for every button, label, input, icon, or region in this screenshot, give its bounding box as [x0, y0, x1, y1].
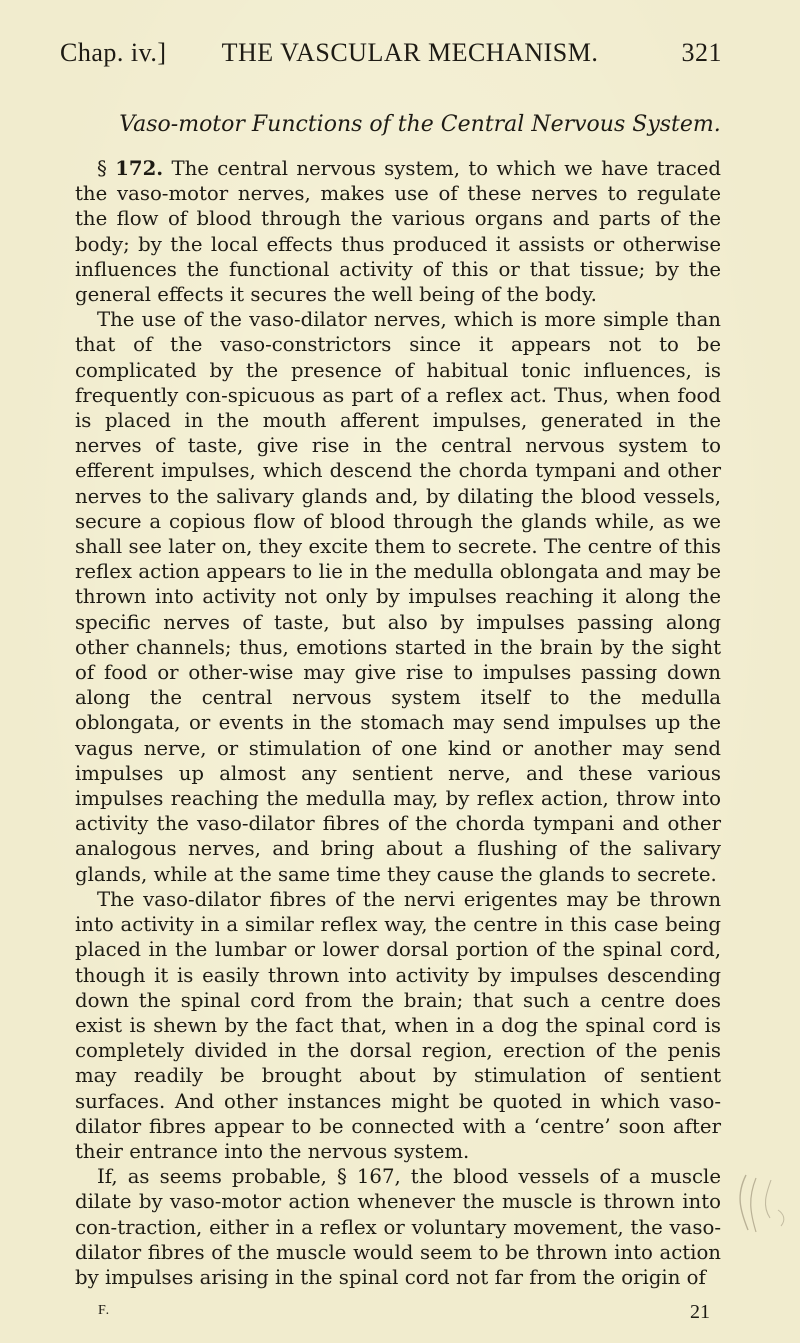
section-mark: §	[97, 157, 107, 180]
page-footer	[98, 1301, 710, 1331]
signature-mark: F.	[98, 1303, 111, 1318]
page-number: 321	[681, 38, 722, 67]
sheet-number: 21	[690, 1301, 710, 1323]
running-title: THE VASCULAR MECHANISM.	[221, 38, 599, 67]
section-number: 172.	[115, 157, 164, 180]
paragraph: If, as seems probable, § 167, the blood vessels of a muscle dilate by vaso-motor action whenever the muscle is thrown into con-traction, either in a reflex or voluntary movement, the vaso-dilator fibres of the muscle would seem to be thrown into action by impulses arising in the spinal cord not far from the origin of	[75, 1165, 721, 1289]
running-head	[60, 38, 722, 78]
paragraph: The vaso-dilator fibres of the nervi erigentes may be thrown into activity in a similar reflex way, the centre in this case being placed in the lumbar or lower dorsal portion of the spinal cord, though it is easily thrown into activity by impulses descending down the spinal cord from the brain; that such a centre does exist is shewn by the fact that, when in a dog the spinal cord is completely divided in the dorsal region, erection of the penis may readily be brought about by stimulation of sentient surfaces. And other instances might be quoted in which vaso-dilator fibres appear to be connected with a ‘centre’ soon after their entrance into the nervous system.	[75, 887, 721, 1163]
chapter-label: Chap. iv.]	[60, 38, 167, 67]
pencil-scribble-mark	[726, 1170, 796, 1260]
section-heading: Vaso-motor Functions of the Central Nervous System.	[119, 112, 721, 137]
paragraph: The use of the vaso-dilator nerves, which is more simple than that of the vaso-constrictors since it appears not to be complicated by the presence of habitual tonic influences, is frequently con-spicuous as part of a reflex act. Thus, when food is placed in the mouth afferent impulses, generated in the nerves of taste, give rise in the central nervous system to efferent impulses, which descend the chorda tympani and other nerves to the salivary glands and, by dilating the blood vessels, secure a copious flow of blood through the glands while, as we shall see later on, they excite them to secrete. The centre of this reflex action appears to lie in the medulla oblongata and may be thrown into activity not only by impulses reaching it along the specific nerves of taste, but also by impulses passing along other channels; thus, emotions started in the brain by the sight of food or other-wise may give rise to impulses passing down along the central nervous system itself to the medulla oblongata, or events in the stomach may send impulses up the vagus nerve, or stimulation of one kind or another may send impulses up almost any sentient nerve, and these various impulses reaching the medulla may, by reflex action, throw into activity the vaso-dilator fibres of the chorda tympani and other analogous nerves, and bring about a flushing of the salivary glands, while at the same time they cause the glands to secrete.	[75, 308, 721, 886]
paragraph-text: The central nervous system, to which we have traced the vaso-motor nerves, makes use of these nerves to regulate the flow of blood through the various organs and parts of the body; by the local effects thus produced it assists or otherwise influences the functional activity of this or that tissue; by the general effects it secures the well being of the body.	[75, 157, 721, 307]
body-text	[75, 156, 721, 1290]
paragraph	[75, 156, 721, 307]
